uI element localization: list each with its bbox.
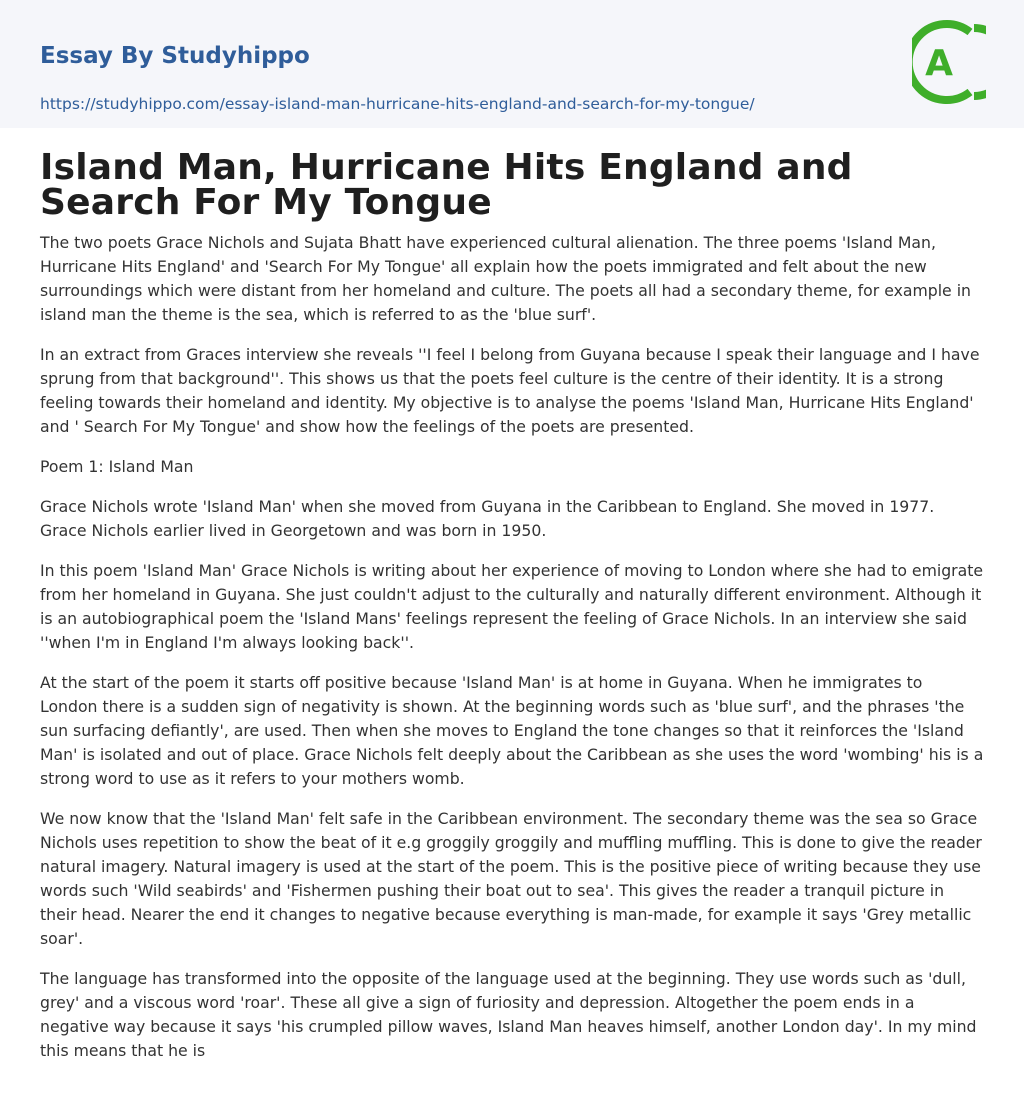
article-title: Island Man, Hurricane Hits England and Search For My Tongue [40, 147, 853, 223]
article-paragraph: The language has transformed into the opposite of the language used at the beginning. They use words such as 'dull, grey' and a viscous word 'roar'. These all give a sign of furiosity and depression. Altogether the poem ends in a negative way because it says 'his crumpled pillow waves, Island Man heaves himself, another London day'. In my mind this means that he is [40, 969, 977, 1060]
article-paragraph: At the start of the poem it starts off positive because 'Island Man' is at home in Guyana. When he immigrates to London there is a sudden sign of negativity is shown. At the beginning words such as 'blue surf', and the phrases 'the sun surfacing defiantly', are used. Then when she moves to England the tone changes so that it reinforces the 'Island Man' is isolated and out of place. Grace Nichols felt deeply about the Caribbean as she uses the word 'wombing' his is a strong word to use as it refers to your mothers womb. [40, 673, 984, 788]
article-paragraph: The two poets Grace Nichols and Sujata Bhatt have experienced cultural alienation. The three poems 'Island Man, Hurricane Hits England' and 'Search For My Tongue' all explain how the poets immigrated and felt about the new surroundings which were distant from her homeland and culture. The poets all had a secondary theme, for example in island man the theme is the sea, which is referred to as the 'blue surf'. [40, 233, 971, 324]
article-paragraph: Grace Nichols wrote 'Island Man' when she moved from Guyana in the Caribbean to England. She moved in 1977. Grace Nichols earlier lived in Georgetown and was born in 1950. [40, 497, 935, 540]
section-heading: Poem 1: Island Man [40, 457, 194, 476]
essay-url-link[interactable]: https://studyhippo.com/essay-island-man-hurricane-hits-england-and-search-for-my-tongue/ [40, 95, 755, 113]
studyhippo-logo-icon[interactable] [912, 18, 986, 106]
article-paragraph: In an extract from Graces interview she reveals ''I feel I belong from Guyana because I speak their language and I have sprung from that background''. This shows us that the poets feel culture is the centre of their identity. It is a strong feeling towards their homeland and identity. My objective is to analyse the poems 'Island Man, Hurricane Hits England' and ' Search For My Tongue' and show how the feelings of the poets are presented. [40, 345, 980, 436]
article [0, 147, 1024, 1063]
article-paragraph: In this poem 'Island Man' Grace Nichols is writing about her experience of moving to London where she had to emigrate from her homeland in Guyana. She just couldn't adjust to the culturally and naturally different environment. Although it is an autobiographical poem the 'Island Mans' feelings represent the feeling of Grace Nichols. In an interview she said ''when I'm in England I'm always looking back''. [40, 561, 984, 652]
site-header [0, 0, 1024, 128]
article-paragraph: We now know that the 'Island Man' felt safe in the Caribbean environment. The secondary theme was the sea so Grace Nichols uses repetition to show the beat of it e.g groggily groggily and muffling muffling. This is done to give the reader natural imagery. Natural imagery is used at the start of the poem. This is the positive piece of writing because they use words such 'Wild seabirds' and 'Fishermen pushing their boat out to sea'. This gives the reader a tranquil picture in their head. Nearer the end it changes to negative because everything is man-made, for example it says 'Grey metallic soar'. [40, 809, 982, 948]
site-title[interactable]: Essay By Studyhippo [40, 43, 310, 69]
logo-letter: A [925, 43, 953, 84]
